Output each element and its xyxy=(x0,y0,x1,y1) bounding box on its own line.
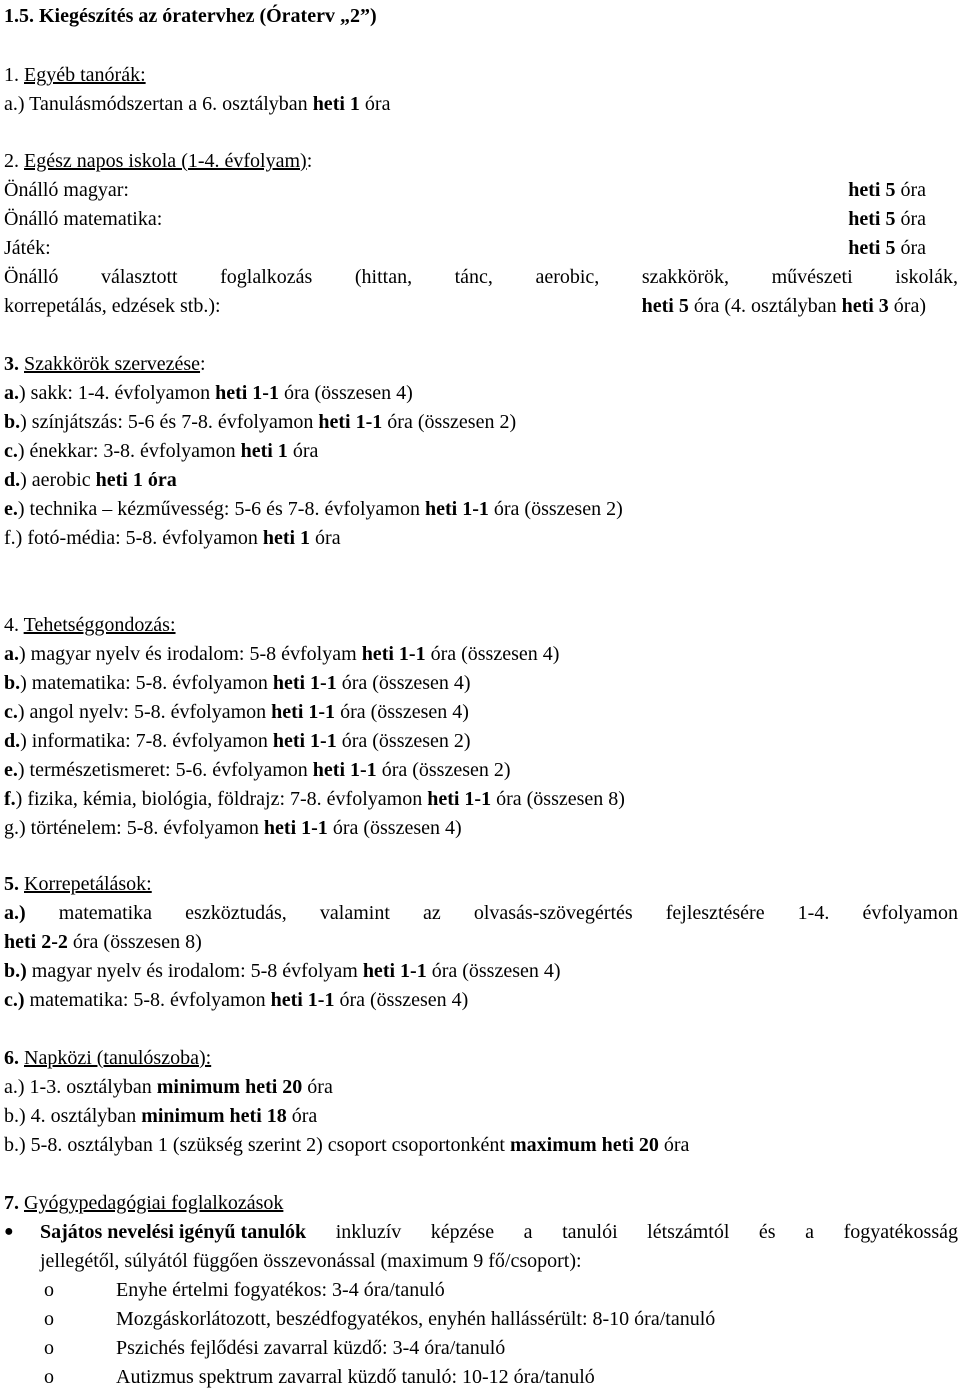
item-letter: a.) xyxy=(4,902,26,924)
section-number: 3. xyxy=(4,353,24,375)
row-label: Önálló matematika: xyxy=(4,208,163,230)
item-letter: a. xyxy=(4,382,19,404)
item-bold: Sajátos nevelési igényű tanulók xyxy=(40,1221,307,1243)
word: a xyxy=(523,1221,533,1243)
item-text: óra xyxy=(302,1076,333,1098)
item-letter: b.) xyxy=(4,960,27,982)
row-value-text: óra xyxy=(895,237,926,259)
word: fogyatékosság xyxy=(843,1221,958,1243)
item-bold: heti 1 óra xyxy=(95,469,177,491)
list-item xyxy=(4,700,469,724)
item-text: a.) 1-3. osztályban xyxy=(4,1076,157,1098)
item-text: Pszichés fejlődési zavarral küzdő: 3-4 óra/tanuló xyxy=(116,1337,506,1359)
item-bold: heti 1-1 xyxy=(318,411,383,433)
row-value xyxy=(848,207,926,231)
sub-list-item xyxy=(4,1336,958,1360)
section-number: 4. xyxy=(4,614,24,636)
row-label: korrepetálás, edzések stb.): xyxy=(4,295,221,317)
item-bold: heti 2-2 xyxy=(4,931,68,953)
sub-list-item xyxy=(4,1278,958,1302)
item-text: óra (összesen 2) xyxy=(382,411,517,433)
item-bold: heti 1-1 xyxy=(312,759,377,781)
word: tanulói xyxy=(562,1221,618,1243)
circle-bullet-icon: o xyxy=(44,1279,54,1301)
word: inkluzív xyxy=(335,1221,402,1243)
list-item-justified xyxy=(4,901,958,925)
section-number: 1. xyxy=(4,64,24,86)
item-text: magyar nyelv és irodalom: 5-8 évfolyam xyxy=(26,960,363,982)
circle-bullet-icon: o xyxy=(44,1366,54,1388)
item-text: ) természetismeret: 5-6. évfolyamon xyxy=(17,759,313,781)
item-letter: b. xyxy=(4,411,21,433)
item-letter: f. xyxy=(4,788,16,810)
section-title: Korrepetálások: xyxy=(24,873,152,895)
list-item xyxy=(4,1104,317,1128)
bullet-line-1 xyxy=(40,1220,958,1244)
section-title: Gyógypedagógiai foglalkozások xyxy=(24,1192,284,1214)
item-text: a.) Tanulásmódszertan a 6. osztályban xyxy=(4,93,313,115)
section-2-row xyxy=(4,236,958,260)
section-5-heading xyxy=(4,872,152,896)
section-number: 7. xyxy=(4,1192,24,1214)
item-bold: heti 1-1 xyxy=(362,960,427,982)
list-item xyxy=(4,988,468,1012)
list-item xyxy=(4,642,559,666)
list-item xyxy=(4,758,511,782)
list-item xyxy=(4,671,471,695)
word: az xyxy=(422,902,441,924)
list-item xyxy=(4,381,413,405)
word: művészeti xyxy=(771,266,853,288)
section-title: Egyéb tanórák: xyxy=(24,64,146,86)
item-text: óra (összesen 4) xyxy=(278,382,413,404)
item-letter: c. xyxy=(4,701,18,723)
row-value-text: óra (4. osztályban xyxy=(688,295,842,317)
list-item xyxy=(4,497,623,521)
list-item xyxy=(4,526,341,550)
list-item xyxy=(4,959,561,983)
list-item xyxy=(4,410,516,434)
list-item xyxy=(4,1133,689,1157)
row-value xyxy=(848,236,926,260)
item-bold: minimum heti 18 xyxy=(141,1105,287,1127)
bullet-line-2: jellegétől, súlyától függően összevonással (maximum 9 fő/csoport): xyxy=(40,1250,582,1272)
word: matematika xyxy=(58,902,153,924)
item-text: óra xyxy=(658,1134,690,1156)
item-letter: a. xyxy=(4,643,19,665)
section-title: Egész napos iskola (1-4. évfolyam) xyxy=(24,150,307,172)
word: a xyxy=(805,1221,815,1243)
item-text: óra xyxy=(286,1105,318,1127)
word: valamint xyxy=(319,902,390,924)
item-bold: heti 1-1 xyxy=(361,643,426,665)
item-bold: minimum heti 20 xyxy=(156,1076,303,1098)
section-4-heading xyxy=(4,613,176,637)
sub-list-item xyxy=(4,1365,958,1389)
item-text: ) angol nyelv: 5-8. évfolyamon xyxy=(17,701,272,723)
item-text: matematika: 5-8. évfolyamon xyxy=(24,989,271,1011)
item-text: Enyhe értelmi fogyatékos: 3-4 óra/tanuló xyxy=(116,1279,445,1301)
item-bold: heti 1-1 xyxy=(271,701,336,723)
list-item xyxy=(4,1075,333,1099)
item-text: ) technika – kézművesség: 5-6 és 7-8. évfolyamon xyxy=(17,498,425,520)
section-1-item-a xyxy=(4,92,390,116)
item-letter: b. xyxy=(4,672,21,694)
word: képzése xyxy=(430,1221,495,1243)
circle-bullet-icon: o xyxy=(44,1337,54,1359)
word: fejlesztésére xyxy=(665,902,765,924)
item-letter: d. xyxy=(4,469,21,491)
item-text: b.) 4. osztályban xyxy=(4,1105,142,1127)
item-text: óra (összesen 4) xyxy=(335,701,469,723)
list-item xyxy=(4,468,177,492)
item-text: b.) 5-8. osztályban 1 (szükség szerint 2) csoport csoportonként xyxy=(4,1134,510,1156)
item-text: óra (összesen 8) xyxy=(491,788,625,810)
row-value-bold: heti 5 xyxy=(848,237,896,259)
item-text: óra (összesen 4) xyxy=(336,672,471,694)
word: létszámtól xyxy=(647,1221,730,1243)
row-value-text: óra xyxy=(895,179,926,201)
item-bold: heti 1-1 xyxy=(427,788,492,810)
row-value xyxy=(848,178,926,202)
word: 1-4. xyxy=(797,902,830,924)
item-text: óra (összesen 2) xyxy=(336,730,471,752)
item-bold: maximum heti 20 xyxy=(510,1134,659,1156)
item-text: ) fotó-média: 5-8. évfolyamon xyxy=(15,527,263,549)
row-value-bold: heti 5 xyxy=(641,295,689,317)
item-letter: g. xyxy=(4,817,19,839)
item-bold: heti 1-1 xyxy=(270,989,335,1011)
item-letter: c. xyxy=(4,440,18,462)
list-item xyxy=(4,787,625,811)
section-colon: : xyxy=(200,353,206,375)
item-text: óra (összesen 4) xyxy=(425,643,560,665)
section-number: 6. xyxy=(4,1047,24,1069)
word: tánc, xyxy=(454,266,493,288)
item-text: óra xyxy=(359,93,391,115)
list-item xyxy=(4,439,318,463)
item-bold: heti 1-1 xyxy=(215,382,279,404)
section-6-heading xyxy=(4,1046,211,1070)
item-text: óra (összesen 4) xyxy=(334,989,469,1011)
item-bold: heti 1-1 xyxy=(272,730,337,752)
item-text: óra (összesen 2) xyxy=(488,498,623,520)
item-text: óra (összesen 4) xyxy=(426,960,561,982)
word: olvasás-szövegértés xyxy=(473,902,633,924)
item-bold: heti 1 xyxy=(240,440,288,462)
list-item xyxy=(4,816,462,840)
item-letter: e. xyxy=(4,498,18,520)
row-value-text: óra xyxy=(895,208,926,230)
word: évfolyamon xyxy=(862,902,958,924)
item-letter: d. xyxy=(4,730,21,752)
row-value-bold: heti 3 xyxy=(841,295,889,317)
bullet-item xyxy=(4,1220,958,1244)
word: foglalkozás xyxy=(220,266,313,288)
list-item xyxy=(4,729,471,753)
section-2-row xyxy=(4,178,958,202)
word: iskolák, xyxy=(895,266,958,288)
item-text: óra (összesen 4) xyxy=(327,817,462,839)
section-7-heading xyxy=(4,1191,283,1215)
item-text: óra (összesen 8) xyxy=(67,931,202,953)
item-text: ) sakk: 1-4. évfolyamon xyxy=(19,382,216,404)
item-bold: heti 1 xyxy=(262,527,311,549)
item-letter: e. xyxy=(4,759,18,781)
word: Önálló xyxy=(4,266,59,288)
item-letter: c.) xyxy=(4,989,25,1011)
row-value-text: óra) xyxy=(888,295,926,317)
item-text: ) matematika: 5-8. évfolyamon xyxy=(20,672,273,694)
section-1-heading xyxy=(4,63,146,87)
item-bold: heti 1 xyxy=(312,93,360,115)
item-bold: heti 1-1 xyxy=(263,817,328,839)
section-2-heading xyxy=(4,149,312,173)
item-text: ) informatika: 7-8. évfolyamon xyxy=(20,730,273,752)
section-colon: : xyxy=(306,150,313,172)
section-number: 2. xyxy=(4,150,24,172)
section-2-elective-line-2 xyxy=(4,294,958,318)
word: aerobic, xyxy=(535,266,600,288)
section-number: 5. xyxy=(4,873,24,895)
section-3-heading xyxy=(4,352,206,376)
row-label: Önálló magyar: xyxy=(4,179,129,201)
item-text: óra xyxy=(310,527,341,549)
list-item-continuation xyxy=(4,930,202,954)
section-title: Tehetséggondozás: xyxy=(23,614,176,636)
row-value-bold: heti 5 xyxy=(848,179,896,201)
item-bold: heti 1-1 xyxy=(272,672,337,694)
word: választott xyxy=(100,266,178,288)
word: (hittan, xyxy=(354,266,413,288)
item-text: ) énekkar: 3-8. évfolyamon xyxy=(17,440,241,462)
item-text: ) magyar nyelv és irodalom: 5-8 évfolyam xyxy=(19,643,362,665)
row-value xyxy=(642,294,926,318)
item-text: ) színjátszás: 5-6 és 7-8. évfolyamon xyxy=(20,411,319,433)
item-text: Mozgáskorlátozott, beszédfogyatékos, enyhén hallássérült: 8-10 óra/tanuló xyxy=(116,1308,716,1330)
row-label: Játék: xyxy=(4,237,51,259)
item-text: ) történelem: 5-8. évfolyamon xyxy=(19,817,264,839)
item-text: ) aerobic xyxy=(20,469,96,491)
item-text: ) fizika, kémia, biológia, földrajz: 7-8. évfolyamon xyxy=(15,788,428,810)
word: eszköztudás, xyxy=(185,902,287,924)
item-text: óra xyxy=(287,440,319,462)
item-text: Autizmus spektrum zavarral küzdő tanuló: 10-12 óra/tanuló xyxy=(116,1366,595,1388)
word: szakkörök, xyxy=(641,266,730,288)
item-text: óra (összesen 2) xyxy=(376,759,511,781)
section-title: Napközi (tanulószoba): xyxy=(24,1047,212,1069)
section-2-elective-line xyxy=(4,265,958,289)
circle-bullet-icon: o xyxy=(44,1308,54,1330)
page-title: 1.5. Kiegészítés az óratervhez (Óraterv „2”) xyxy=(4,5,377,27)
item-bold: heti 1-1 xyxy=(425,498,489,520)
row-value-bold: heti 5 xyxy=(848,208,896,230)
sub-list-item xyxy=(4,1307,958,1331)
item-letter: f. xyxy=(4,527,16,549)
section-title: Szakkörök szervezése xyxy=(24,353,201,375)
word: és xyxy=(758,1221,776,1243)
section-2-row xyxy=(4,207,958,231)
bullet-icon: ● xyxy=(4,1223,14,1240)
